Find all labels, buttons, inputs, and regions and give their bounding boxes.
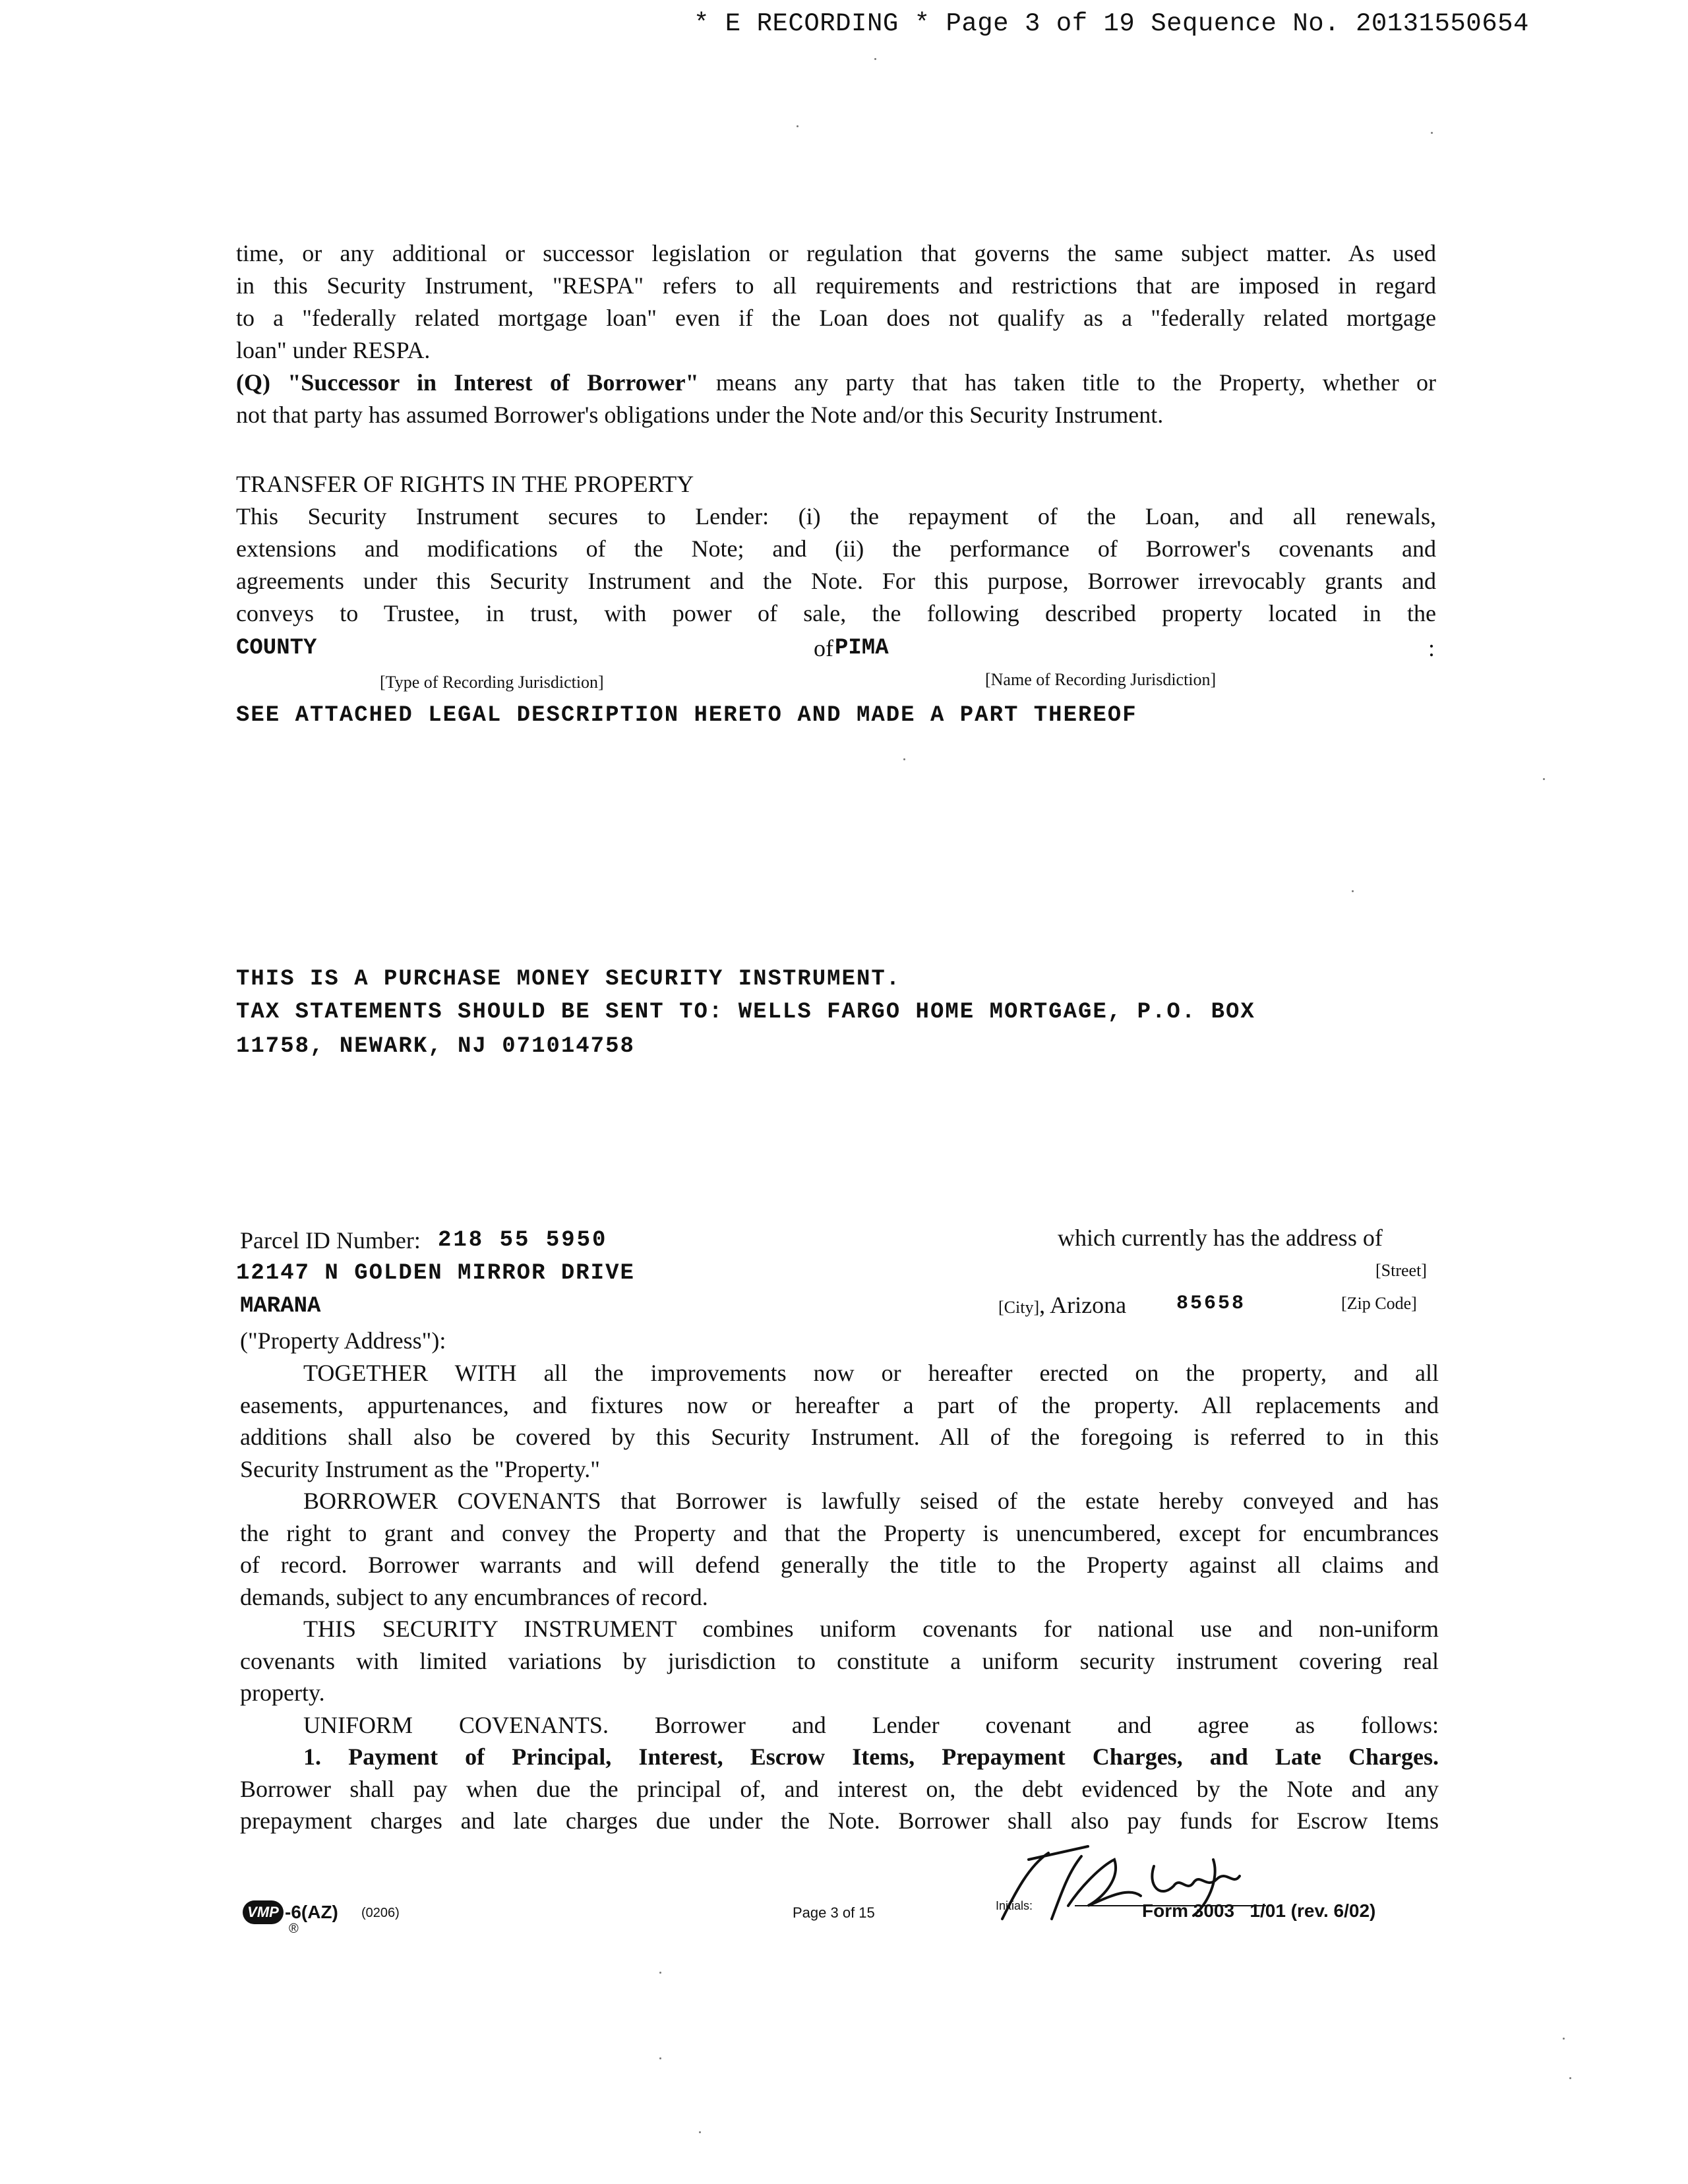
jurisdiction-name-label: [Name of Recording Jurisdiction] [985,670,1217,689]
borrower-covenants-line-1: BORROWER COVENANTS that Borrower is lawfully seised of the estate hereby conveyed and has [303,1488,1439,1514]
registered-mark: ® [289,1922,299,1936]
transfer-section [236,468,1436,630]
parcel-id-label: Parcel ID Number: [240,1227,421,1254]
respa-paragraph [236,237,1436,367]
definition-label: (Q) [236,369,270,396]
section-heading: TRANSFER OF RIGHTS IN THE PROPERTY [236,471,694,497]
text-line: not that party has assumed Borrower's obligations under the Note and/or this Security Instrument. [236,402,1164,428]
together-line-1: TOGETHER WITH all the improvements now or hereafter erected on the property, and all [303,1360,1439,1386]
text-line: of record. Borrower warrants and will defend generally the title to the Property against all claims and [240,1552,1439,1578]
covenants-body [240,1357,1439,1837]
text-line: covenants with limited variations by jurisdiction to constitute a uniform security instrument covering real [240,1647,1439,1674]
recording-header: * E RECORDING * Page 3 of 19 Sequence No. 20131550654 [694,9,1529,38]
jurisdiction-name-value: PIMA [835,636,889,661]
city-state-group [998,1291,1126,1319]
address-of-text: which currently has the address of [1058,1225,1383,1251]
definition-q-line-1 [236,367,1436,399]
text-line: extensions and modifications of the Note; and (ii) the performance of Borrower's covenants and [236,535,1436,562]
scan-speck [659,2057,661,2059]
text-line: agreements under this Security Instrument and the Note. For this purpose, Borrower irrevocably grants and [236,568,1436,594]
legal-description-line: SEE ATTACHED LEGAL DESCRIPTION HERETO AND MADE A PART THEREOF [236,703,1137,728]
text-line: loan" under RESPA. [236,337,431,363]
text-line: demands, subject to any encumbrances of record. [240,1583,708,1610]
scan-speck [903,758,905,760]
text-line: additions shall also be covered by this Security Instrument. All of the foregoing is referred to in this [240,1424,1439,1450]
definition-q [236,367,1436,431]
parcel-id-value: 218 55 5950 [438,1228,608,1253]
scan-speck [874,58,876,60]
street-label: [Street] [1375,1261,1427,1280]
tax-statement-line: TAX STATEMENTS SHOULD BE SENT TO: WELLS FARGO HOME MORTGAGE, P.O. BOX [236,1000,1255,1025]
zip-label: [Zip Code] [1341,1294,1417,1313]
scan-speck [1543,778,1545,780]
state-text: , Arizona [1039,1292,1127,1318]
colon-text: : [1428,635,1435,661]
scan-speck [1352,890,1354,892]
initials-label: Initials: [996,1899,1033,1912]
form-code: -6(AZ) [285,1902,338,1922]
jurisdiction-type-value: COUNTY [236,636,317,661]
footer-page-number: Page 3 of 15 [793,1904,875,1921]
text-line: This Security Instrument secures to Lender: (i) the repayment of the Loan, and all renewals, [236,503,1436,530]
text-line: prepayment charges and late charges due under the Note. Borrower shall also pay funds for Escrow Items [240,1807,1439,1834]
text-line: in this Security Instrument, "RESPA" refers to all requirements and restrictions that are imposed in regard [236,272,1436,299]
text-line: Borrower shall pay when due the principal of, and interest on, the debt evidenced by the Note and any [240,1775,1439,1802]
tax-statement-line: 11758, NEWARK, NJ 071014758 [236,1034,635,1059]
city-value: MARANA [240,1294,321,1319]
scan-speck [1563,2038,1565,2040]
payment-heading: 1. Payment of Principal, Interest, Escrow Items, Prepayment Charges, and Late Charges. [303,1744,1439,1770]
text-line: easements, appurtenances, and fixtures now or hereafter a part of the property. All replacements and [240,1391,1439,1418]
text-line: to a "federally related mortgage loan" even if the Loan does not qualify as a "federally related mortgage [236,305,1436,331]
vmp-logo-icon: VMP [243,1900,284,1924]
security-instrument-line-1: THIS SECURITY INSTRUMENT combines uniform covenants for national use and non-uniform [303,1616,1439,1642]
jurisdiction-type-label: [Type of Recording Jurisdiction] [380,673,604,692]
property-address-label: ("Property Address"): [240,1327,446,1354]
scan-speck [699,2131,701,2133]
scan-speck [1569,2077,1571,2079]
city-label: [City] [998,1298,1040,1317]
text-line: Security Instrument as the "Property." [240,1455,600,1482]
zip-value: 85658 [1176,1292,1246,1315]
street-value: 12147 N GOLDEN MIRROR DRIVE [236,1261,635,1286]
scan-speck [659,1972,661,1974]
of-text: of [814,635,833,661]
scan-speck [797,125,799,127]
definition-text: means any party that has taken title to the Property, whether or [715,369,1437,396]
text-line: the right to grant and convey the Property and that the Property is unencumbered, except for encumbrances [240,1519,1439,1546]
text-line: time, or any additional or successor legislation or regulation that governs the same subject matter. As used [236,240,1436,266]
scan-speck [1431,132,1433,134]
form-number: Form 3003 1/01 (rev. 6/02) [1142,1900,1376,1921]
form-date: (0206) [361,1906,400,1920]
text-line: property. [240,1680,325,1706]
text-line: conveys to Trustee, in trust, with power of sale, the following described property located in the [236,600,1436,626]
purchase-money-line: THIS IS A PURCHASE MONEY SECURITY INSTRUMENT. [236,967,901,992]
uniform-covenants-line: UNIFORM COVENANTS. Borrower and Lender covenant and agree as follows: [303,1711,1439,1738]
definition-term: "Successor in Interest of Borrower" [287,369,699,396]
